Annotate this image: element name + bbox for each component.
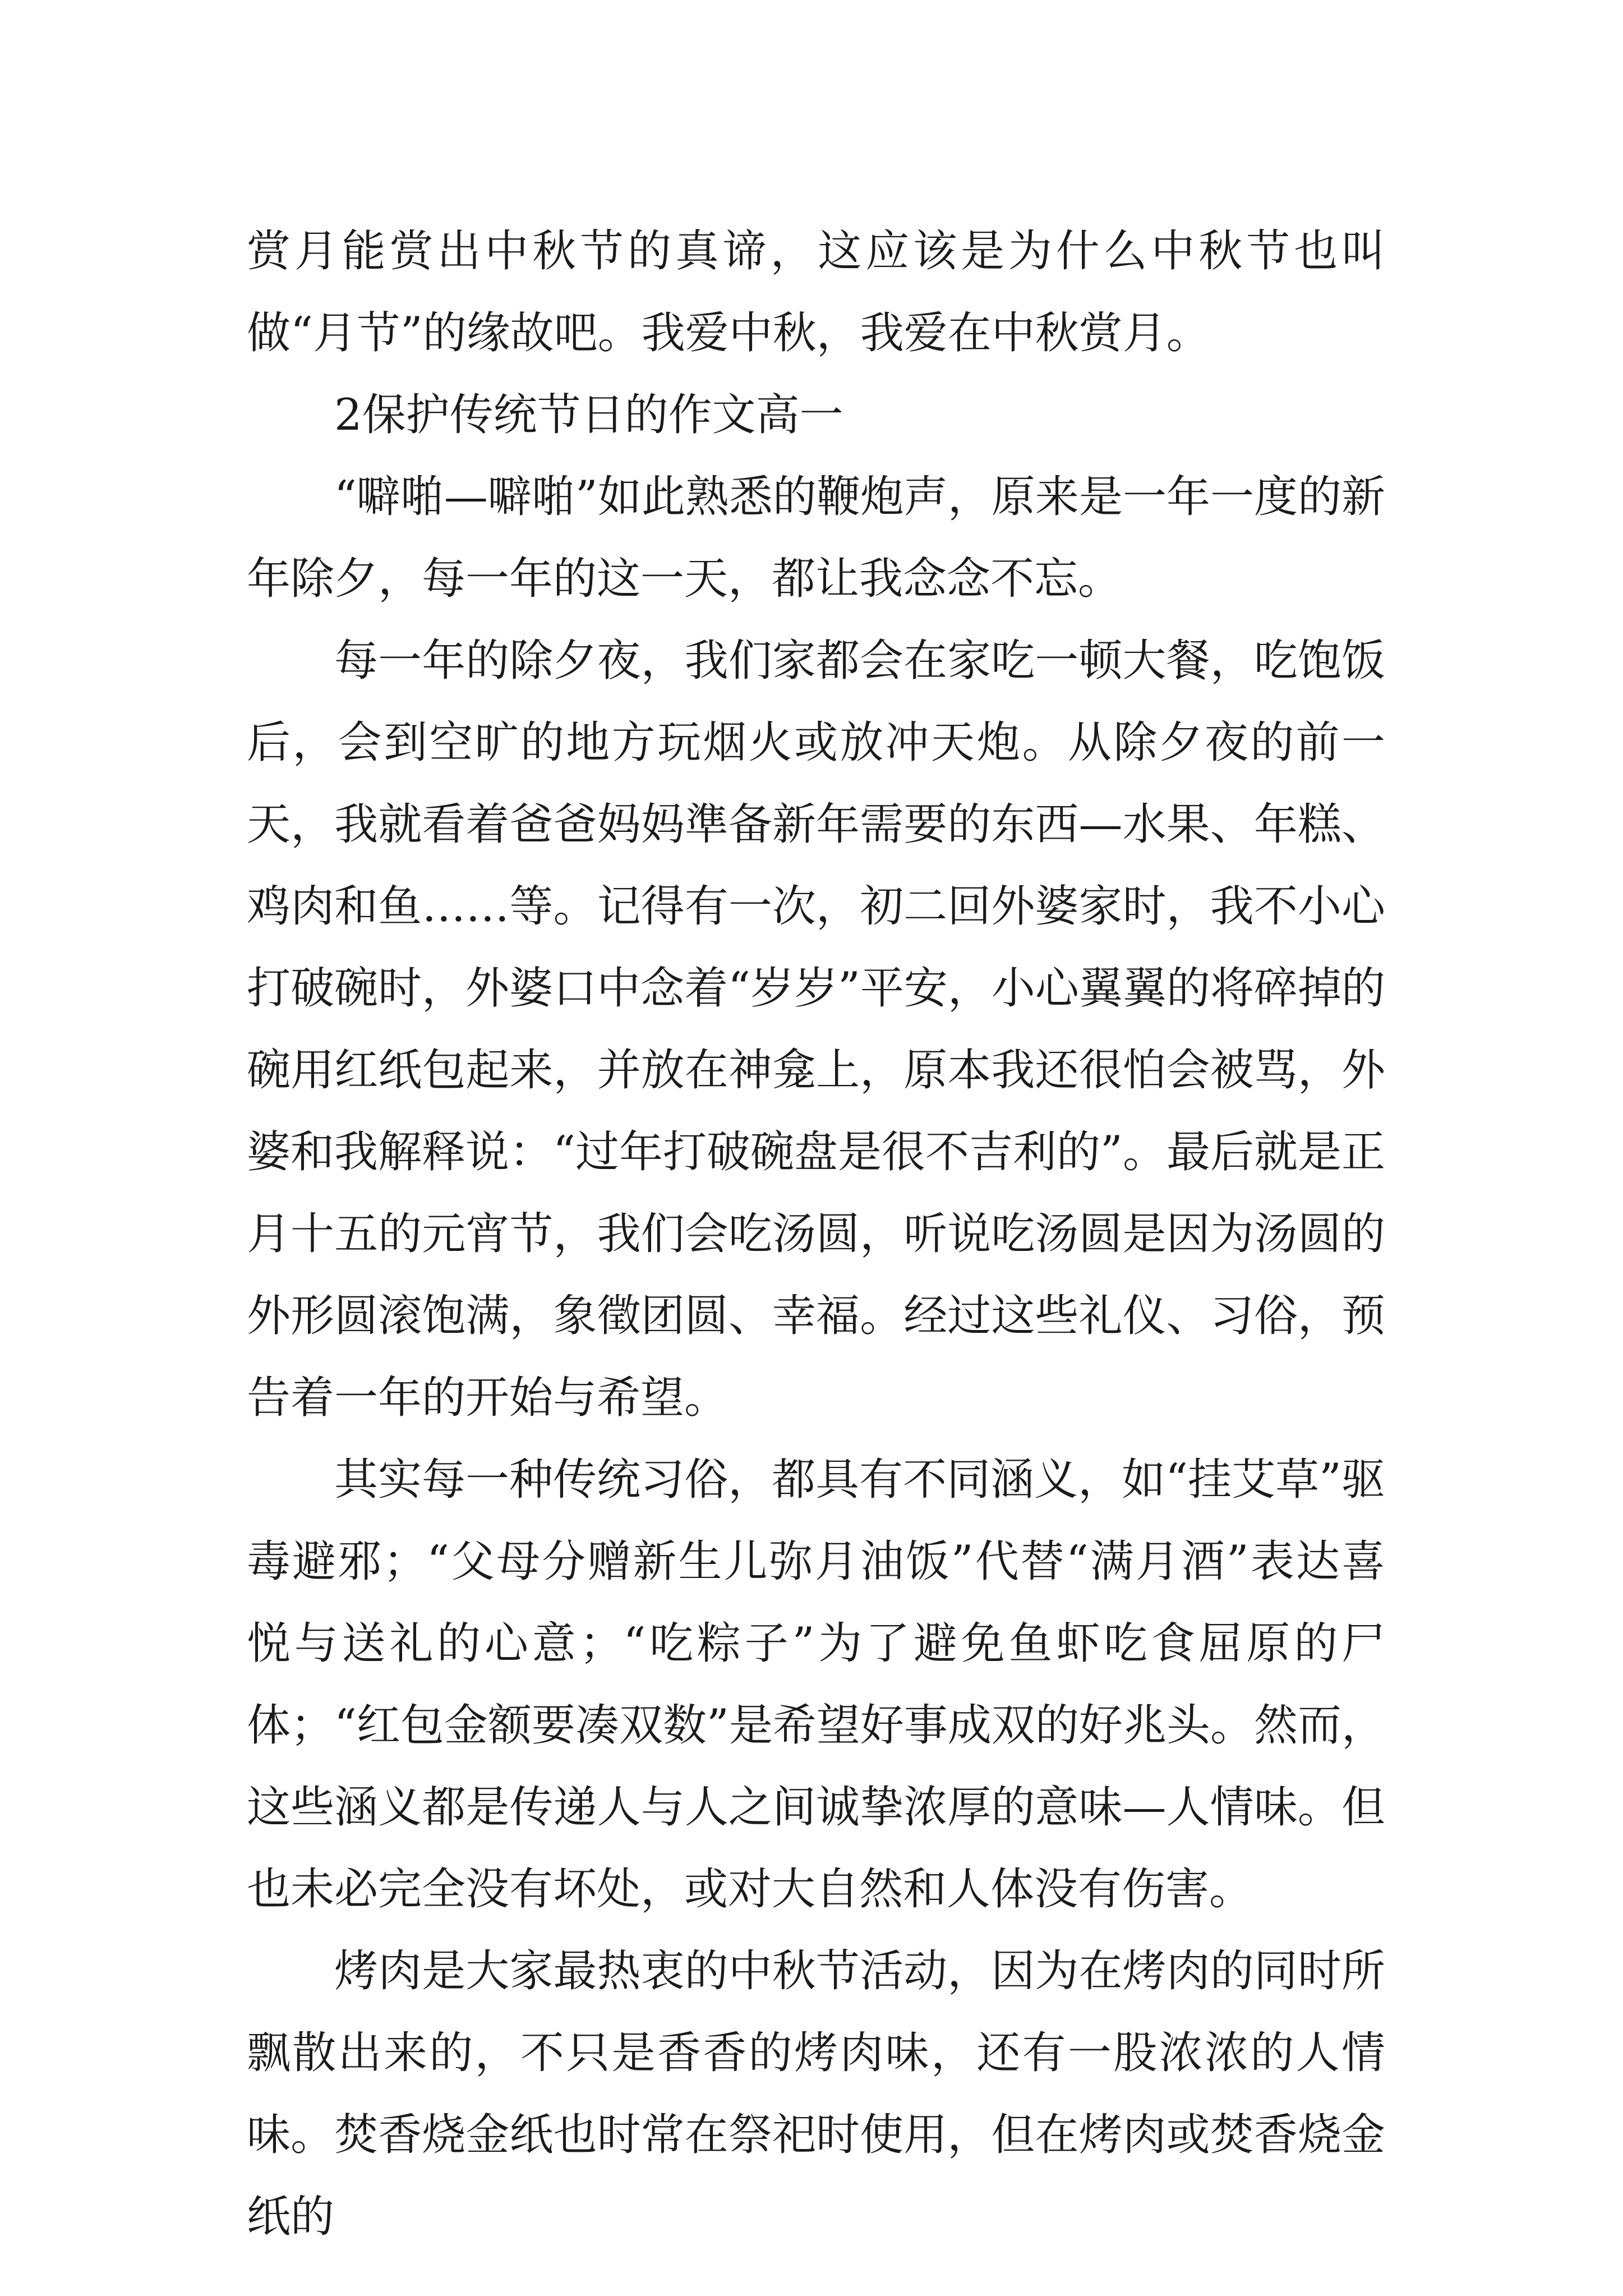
paragraph-1: 赏月能赏出中秋节的真谛，这应该是为什么中秋节也叫做“月节”的缘故吧。我爱中秋，我爱在中秋赏月。 [247, 226, 1385, 358]
paragraph-3: 每一年的除夕夜，我们家都会在家吃一顿大餐，吃饱饭后，会到空旷的地方玩烟火或放冲天炮。从除夕夜的前一天，我就看着爸爸妈妈準备新年需要的东西—水果、年糕、鸡肉和鱼……等。记得有一次，初二回外婆家时，我不小心打破碗时，外婆口中念着“岁岁”平安，小心翼翼的将碎掉的碗用红纸包起来，并放在神龛上，原本我还很怕会被骂，外婆和我解释说：“过年打破碗盘是很不吉利的”。最后就是正月十五的元宵节，我们会吃汤圆，听说吃汤圆是因为汤圆的外形圆滚饱满，象徵团圆、幸福。经过这些礼仪、习俗，预告着一年的开始与希望。 [247, 636, 1385, 1423]
paragraph-5: 烤肉是大家最热衷的中秋节活动，因为在烤肉的同时所飘散出来的，不只是香香的烤肉味，还有一股浓浓的人情味。焚香烧金纸也时常在祭祀时使用，但在烤肉或焚香烧金纸的 [247, 1946, 1385, 2242]
section-heading: 2保护传统节日的作文高一 [334, 390, 843, 440]
paragraph-4: 其实每一种传统习俗，都具有不同涵义，如“挂艾草”驱毒避邪；“父母分赠新生儿弥月油饭”代替“满月酒”表达喜悦与送礼的心意；“吃粽子”为了避免鱼虾吃食屈原的尸体；“红包金额要凑双数”是希望好事成双的好兆头。然而，这些涵义都是传递人与人之间诚挚浓厚的意味—人情味。但也未必完全没有坏处，或对大自然和人体没有伤害。 [247, 1455, 1385, 1915]
body-text [247, 210, 1385, 2258]
paragraph-2: “噼啪—噼啪”如此熟悉的鞭炮声，原来是一年一度的新年除夕，每一年的这一天，都让我念念不忘。 [247, 472, 1385, 604]
